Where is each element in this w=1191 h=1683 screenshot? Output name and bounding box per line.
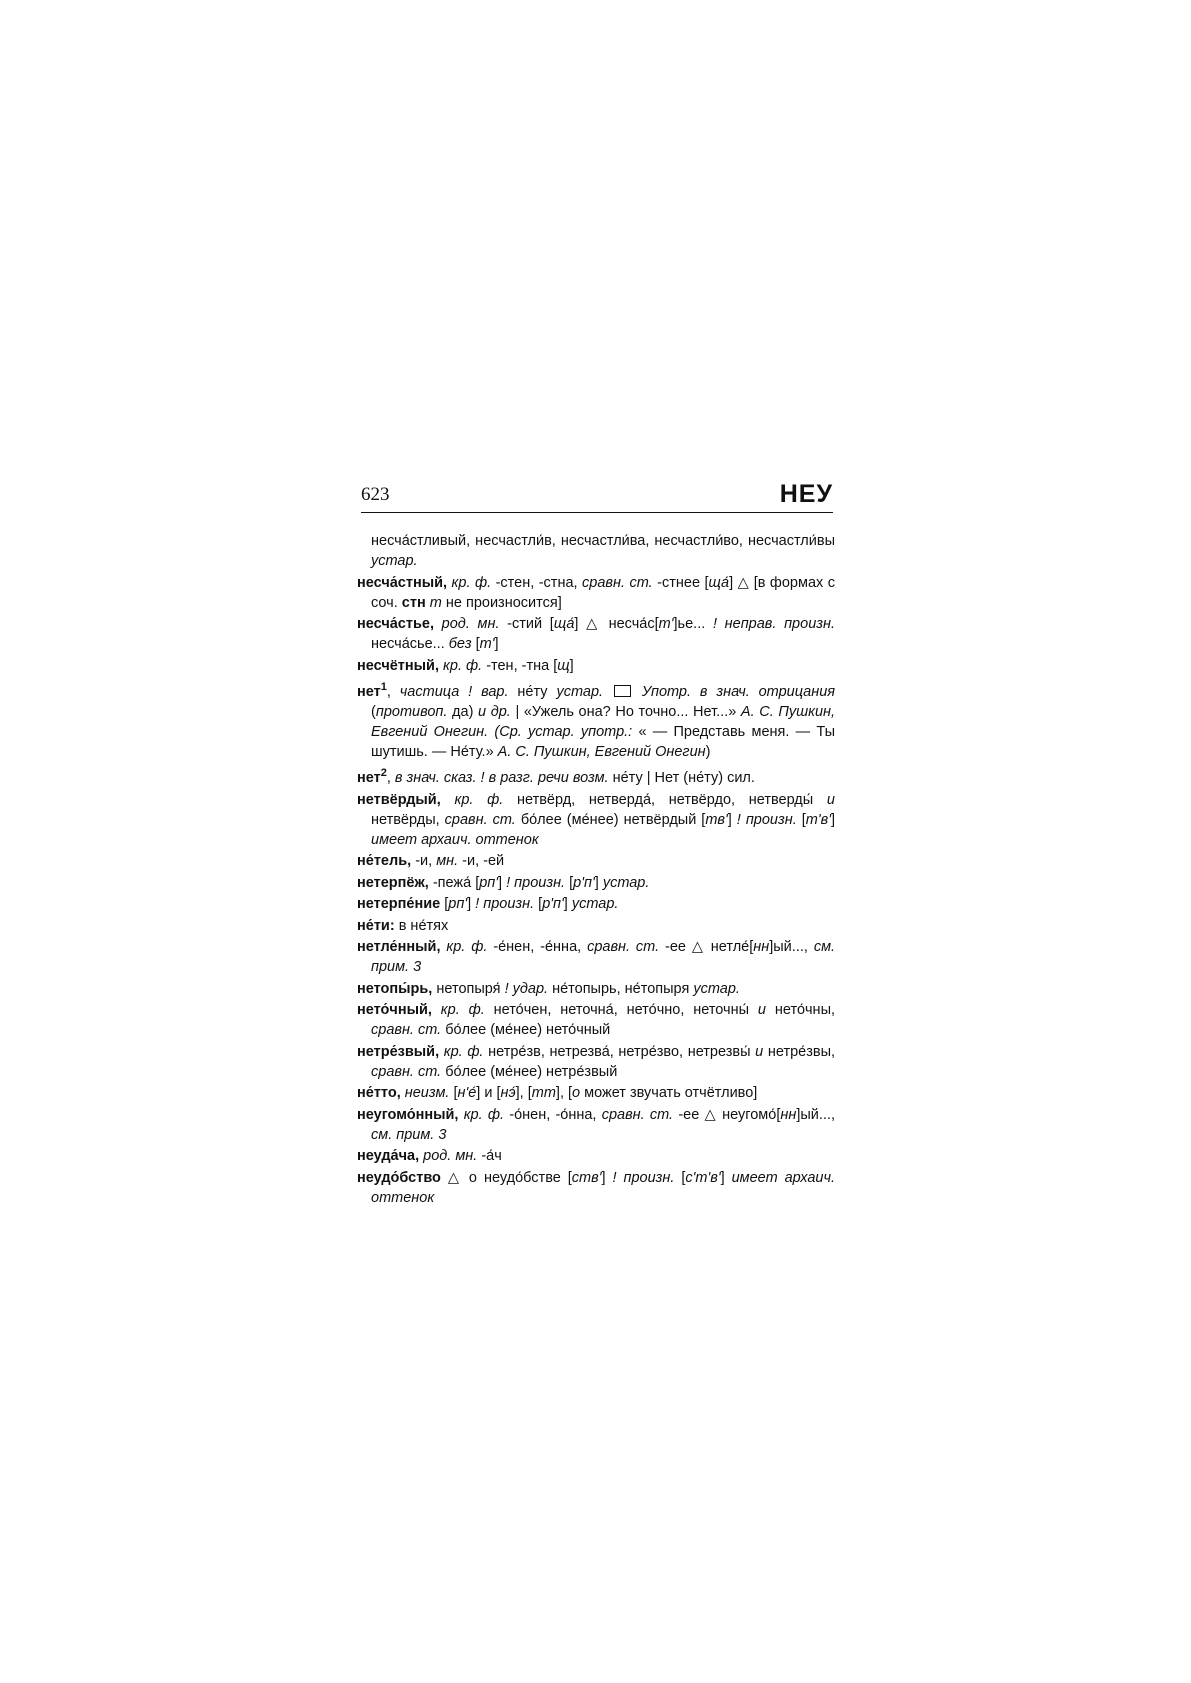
usage-label: устар. [571,896,619,913]
entry-text: , [386,770,391,787]
entry-text: -пежа́ [ [432,874,480,891]
entry-text: нетре́зв, нетрезва́, нетре́зво, нетрезвы́ [488,1043,751,1060]
usage-label: устар. [693,980,740,997]
entry-text: ]ый..., [769,939,808,956]
grammar-label: род. мн. [441,616,500,632]
transcription: о [572,1085,581,1102]
entry-text: ] [601,1169,606,1186]
entry [357,1105,835,1145]
entry-text: может звучать отчётливо] [584,1085,758,1102]
usage-label: ! произн. [736,811,797,828]
transcription: ща́ [708,574,730,591]
usage-label: имеет архаич. оттенок [371,831,539,848]
entry [357,1168,835,1208]
headword: нет [357,770,381,787]
entry [357,677,835,762]
entry-text: не́ту [517,683,548,700]
entry-text: не́ту | Нет (не́ту) сил. [612,770,755,787]
entry-text: [ [475,636,480,652]
entry-text: ) [705,743,711,760]
entry-text: ] △ [в формах с соч. [371,574,835,611]
headword: нето́чный, [357,1002,432,1019]
entry-text: ] и [ [476,1085,501,1102]
headword: нетопы́рь, [357,980,433,997]
usage-label: противоп. [375,703,448,720]
entry-text: -е́нен, -е́нна, [493,939,582,956]
entry-text: [ [681,1169,686,1186]
entry-text: ] [498,874,503,891]
entry-text: -стнее [ [657,574,709,591]
transcription: т' [479,636,495,652]
quotation: | «Ужель она? Но точно... Нет...» [515,703,737,720]
entry-text: бо́лее (ме́нее) нетре́звый [445,1063,618,1080]
entry [357,1083,835,1103]
running-head: НЕУ [779,480,833,508]
grammar-label: частица ! вар. [399,683,509,700]
headword: не́тель, [357,853,412,870]
entry-text: -а́ч [481,1148,502,1165]
entry-text: -тен, -тна [ [486,657,558,674]
grammar-label: сравн. ст. [582,574,653,591]
grammar-label: и [755,1043,764,1060]
transcription: рп' [448,896,468,913]
entry-text: бо́лее (ме́нее) нето́чный [445,1022,611,1039]
entry-text: да) [452,703,474,720]
entry-text: ] [830,811,835,828]
headword: несчётный, [357,657,439,674]
entry-text: -и, [415,853,433,870]
headword: несча́стье, [357,616,434,632]
page-header [361,476,833,513]
grammar-label: кр. ф. [454,791,504,808]
usage-box-icon [614,685,631,697]
usage-label: без [448,636,472,652]
entry-text: △ о неудо́бстве [ [447,1169,572,1186]
usage-label: см. прим. 3 [371,939,836,976]
dictionary-entries [357,531,835,1209]
homonym-number: 2 [380,767,387,780]
transcription: ща́ [553,616,575,632]
letter-cluster: стн [401,594,426,611]
entry-continuation [357,531,835,571]
grammar-label: неизм. [404,1085,450,1102]
transcription: щ [557,657,570,674]
entry-text: нетопыря́ [436,980,501,997]
headword: неугомо́нный, [357,1106,459,1123]
transcription: р'п' [573,874,595,891]
transcription: нн [780,1106,797,1123]
headword: несча́стный, [357,574,448,591]
entry [357,573,835,613]
entry-text: не произносится] [445,594,562,611]
entry-text: несча́стливый, несчастли́в, несчастли́ва, несчастли́во, несчастли́вы [371,533,835,549]
headword: нетре́звый, [357,1043,440,1060]
entry-text: в не́тях [398,917,449,934]
entry-text: ] [467,896,472,913]
entry-text: нетвёрд, нетверда́, нетвёрдо, нетверды́ [516,791,814,808]
transcription: тт [531,1085,556,1102]
grammar-label: и [826,791,835,808]
usage-label: имеет архаич. оттенок [371,1169,836,1206]
usage-label: устар. [371,553,418,569]
transcription: нн [753,939,770,956]
grammar-label: сравн. ст. [371,1022,442,1039]
entry [357,1146,835,1166]
quotation: « — Представь меня. — Ты шутишь. — Не́ту.» [371,723,836,760]
entry-text: -стий [ [507,616,554,632]
usage-label: в знач. сказ. ! в разг. речи возм. [394,770,609,787]
grammar-label: кр. ф. [446,939,488,956]
entry-text: [ [453,1085,458,1102]
headword: нетерпе́ние [357,896,441,913]
entry-text: [ [444,896,449,913]
entry-text: нето́чен, неточна́, нето́чно, неточны́ [493,1002,750,1019]
grammar-label: кр. ф. [451,574,492,591]
grammar-label: кр. ф. [463,1106,504,1123]
entry [357,790,835,850]
entry-text: нетвёрды, [371,811,440,828]
usage-label: ! произн. [612,1169,675,1186]
transcription: н'е́ [457,1085,477,1102]
entry-text: [ [538,896,543,913]
usage-label: Употр. в знач. отрицания [641,683,836,700]
grammar-label: сравн. ст. [601,1106,674,1123]
entry-text: -и, -ей [462,853,505,870]
entry-text: нето́чны, [774,1002,836,1019]
grammar-label: сравн. ст. [371,1063,442,1080]
usage-label: ! произн. [506,874,566,891]
entry [357,656,835,676]
letter: т [429,594,442,611]
transcription: т'в' [805,811,831,828]
entry-text: ]ье... [673,616,706,632]
entry [357,873,835,893]
usage-label: устар. [556,683,604,700]
transcription: с'т'в' [685,1169,721,1186]
entry [357,851,835,871]
entry-text: бо́лее (ме́нее) нетвёрдый [ [520,811,706,828]
transcription: ств' [571,1169,602,1186]
transcription: тв' [705,811,728,828]
entry-text: -ее △ нетле́[ [665,939,754,956]
usage-label: и др. [478,703,511,720]
entry-text: ] [594,874,599,891]
citation-source: А. С. Пушкин, Евгений Онегин. (Ср. устар. употр.: [371,703,836,740]
usage-label: ! неправ. произн. [712,616,836,632]
entry [357,1042,835,1082]
entry-text: ( [371,703,376,720]
entry-text: ] [569,657,574,674]
entry-text: нетре́звы, [767,1043,836,1060]
entry-text: ] [720,1169,725,1186]
usage-label: устар. [602,874,650,891]
usage-label: ! произн. [475,896,535,913]
citation-source: А. С. Пушкин, Евгений Онегин [497,743,706,760]
headword: нетле́нный, [357,939,441,956]
headword: не́тто, [357,1085,401,1102]
grammar-label: и [757,1002,766,1019]
entry-text: не́топырь, не́топыря [552,980,690,997]
entry-text: ]ый..., [796,1106,835,1123]
entry-text: ], [ [515,1085,532,1102]
grammar-label: кр. ф. [443,1043,484,1060]
entry-text: -стен, -стна, [495,574,578,591]
entry [357,894,835,914]
grammar-label: мн. [436,853,459,870]
transcription: рп' [479,874,499,891]
transcription: нэ́ [500,1085,516,1102]
transcription: т' [658,616,674,632]
entry-text: [ [801,811,806,828]
grammar-label: кр. ф. [440,1002,485,1019]
entry-text: несча́сье... [371,636,445,652]
entry-text: ] [563,896,568,913]
entry-text: ] [494,636,499,652]
usage-label: ! удар. [504,980,549,997]
entry-text: [ [569,874,574,891]
headword: неудо́бство [357,1169,441,1186]
entry [357,1000,835,1040]
page-number: 623 [361,484,390,505]
entry [357,979,835,999]
headword: нетвёрдый, [357,791,441,808]
entry [357,614,835,654]
grammar-label: род. мн. [423,1148,478,1165]
transcription: р'п' [542,896,564,913]
homonym-number: 1 [380,681,387,693]
headword: нет [357,683,381,700]
grammar-label: сравн. ст. [587,939,660,956]
entry-text: ] [727,811,732,828]
entry-text: -о́нен, -о́нна, [509,1106,597,1123]
entry-text: ] △ несча́с[ [574,616,659,632]
entry-text: , [386,683,391,700]
entry-text: ], [ [555,1085,573,1102]
entry-text: -ее △ неугомо́[ [678,1106,781,1123]
usage-label: см. прим. 3 [371,1126,447,1143]
entry [357,937,835,977]
grammar-label: кр. ф. [443,657,483,674]
entry [357,763,835,788]
headword: нетерпёж, [357,874,429,891]
entry [357,916,835,936]
headword: не́ти: [357,917,395,934]
grammar-label: сравн. ст. [444,811,516,828]
headword: неуда́ча, [357,1148,420,1165]
